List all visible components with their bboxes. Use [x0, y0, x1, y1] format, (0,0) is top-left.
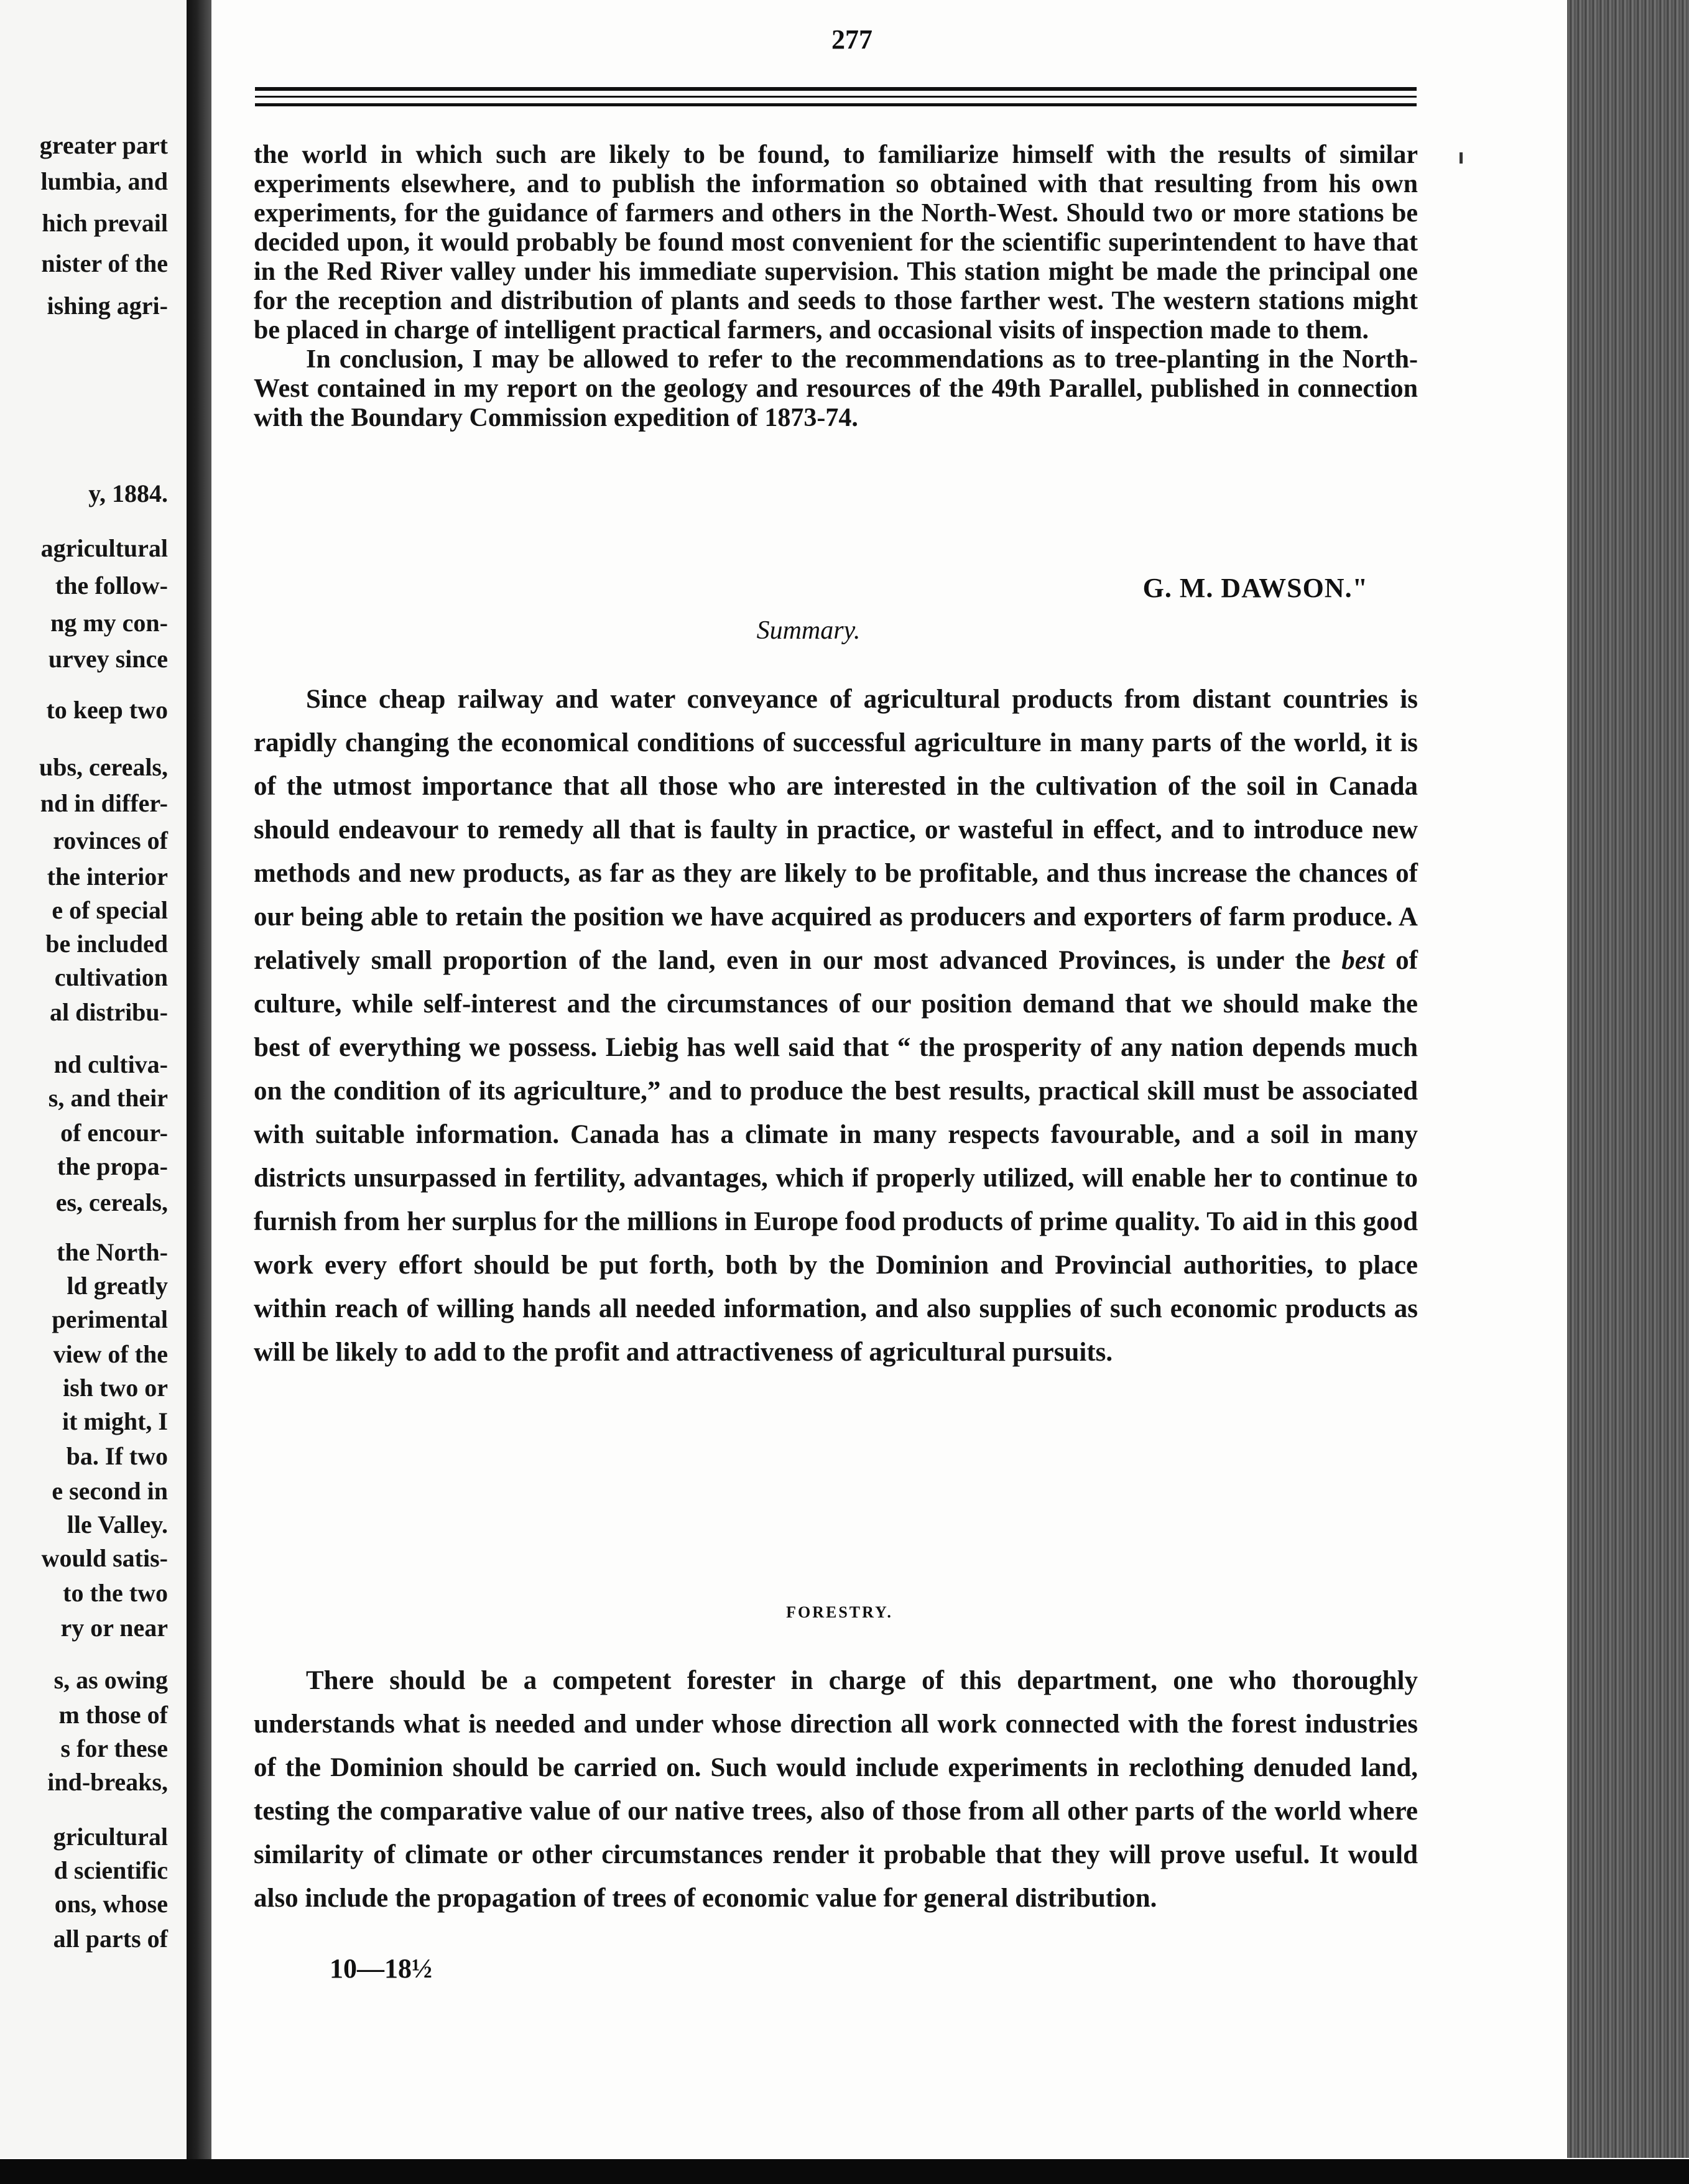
- left-page-line: d scientific: [53, 1856, 168, 1884]
- printer-signature-mark: 10—18½: [330, 1953, 432, 1984]
- left-page-line: the interior: [47, 863, 168, 891]
- letter-signature: G. M. DAWSON.": [1142, 573, 1368, 603]
- left-page-line: ry or near: [60, 1614, 168, 1642]
- left-page-line: es, cereals,: [55, 1188, 168, 1216]
- left-page-line: ld greatly: [67, 1272, 168, 1300]
- left-page-line: y, 1884.: [88, 479, 168, 507]
- left-page-line: it might, I: [62, 1407, 168, 1435]
- letter-paragraph-2: In conclusion, I may be allowed to refer to the recommendations as to tree-planting in the North-West contained in my report on the geology and resources of the 49th Parallel, published in connection with the Boundary Commission expedition of 1873-74.: [254, 345, 1418, 432]
- header-rule-thick: [255, 87, 1417, 91]
- left-page-line: ishing agri-: [47, 292, 168, 320]
- left-page-line: e of special: [52, 896, 168, 924]
- left-page-line: ubs, cereals,: [39, 753, 168, 781]
- summary-emphasis: best: [1341, 946, 1385, 975]
- left-page-line: view of the: [53, 1340, 168, 1368]
- left-page-line: s for these: [60, 1734, 168, 1762]
- letter-paragraph-1: the world in which such are likely to be found, to familiarize himself with the results of similar experiments elsewhere, and to publish the information so obtained with that resulting from his own experiments, for the guidance of farmers and others in the North-West. Should two or more stations be decided upon, it would probably be found most convenient for the scientific superintendent to have that in the Red River valley under his immediate supervision. This station might be made the principal one for the reception and distribution of plants and seeds to those farther west. The western stations might be placed in charge of intelligent practical farmers, and occasional visits of inspection made to them.: [254, 141, 1418, 345]
- left-page-line: lumbia, and: [40, 167, 168, 195]
- left-page-line: the follow-: [55, 571, 168, 599]
- left-page-line: e second in: [52, 1477, 168, 1505]
- left-page-line: greater part: [39, 131, 168, 159]
- left-page-line: be included: [45, 930, 168, 958]
- left-page-line: urvey since: [48, 645, 168, 673]
- summary-section: [254, 678, 1418, 1374]
- page-number: 277: [831, 24, 872, 55]
- summary-text-part-2: of culture, while self-interest and the circumstances of our position demand that we should make the best of everything we possess. Liebig has well said that “ the prosperity of any nation depends much on the condition of its agriculture,” and to produce the best results, practical skill must be associated with suitable information. Canada has a climate in many respects favourable, and a soil in many districts unsurpassed in fertility, advantages, which if properly utilized, will enable her to continue to furnish from her surplus for the millions in Europe food products of prime quality. To aid in this good work every effort should be put forth, both by the Dominion and Provincial authorities, to place within reach of willing hands all needed information, and also supplies of such economic products as will be likely to add to the profit and attractiveness of agricultural pursuits.: [254, 946, 1418, 1367]
- left-page-line: nister of the: [41, 249, 168, 277]
- left-page-line: all parts of: [53, 1925, 168, 1953]
- left-page-line: ba. If two: [66, 1442, 168, 1470]
- left-page-line: nd cultiva-: [53, 1050, 168, 1078]
- margin-mark: [1460, 152, 1463, 164]
- summary-heading: Summary.: [756, 616, 861, 645]
- left-page-line: m those of: [58, 1701, 168, 1729]
- left-page-line: ng my con-: [50, 609, 168, 637]
- forestry-paragraph: There should be a competent forester in charge of this department, one who thoroughly understands what is needed and under whose direction all work connected with the forest industries of the Dominion should be carried on. Such would include experiments in reclothing denuded land, testing the comparative value of our native trees, also of those from all other parts of the world where similarity of climate or other circumstances render it probable that they will prove useful. It would also include the propagation of trees of economic value for general distribution.: [254, 1666, 1418, 1913]
- header-rule-mid: [255, 96, 1417, 98]
- left-page-line: nd in differ-: [40, 789, 168, 817]
- left-page-line: ind-breaks,: [47, 1768, 168, 1796]
- left-page-line: s, as owing: [53, 1666, 168, 1694]
- left-page-line: would satis-: [41, 1544, 168, 1572]
- left-page-fragment: [0, 0, 187, 2158]
- header-rule-thin: [255, 103, 1417, 106]
- left-page-line: to the two: [63, 1579, 168, 1607]
- book-spine-shadow: [187, 0, 211, 2184]
- left-page-line: perimental: [52, 1305, 168, 1333]
- left-page-line: rovinces of: [53, 826, 168, 854]
- page-edges: [1567, 0, 1689, 2158]
- summary-text-part-1: Since cheap railway and water conveyance of agricultural products from distant countries is rapidly changing the economical conditions of successful agriculture in many parts of the world, it is of the utmost importance that all those who are interested in the cultivation of the soil in Canada should endeavour to remedy all that is faulty in practice, or wasteful in effect, and to introduce new methods and new products, as far as they are likely to be profitable, and thus increase the chances of our being able to retain the position we have acquired as producers and exporters of farm produce. A relatively small proportion of the land, even in our most advanced Provinces, is under the: [254, 685, 1418, 975]
- left-page-line: s, and their: [48, 1084, 168, 1112]
- forestry-heading: FORESTRY.: [786, 1603, 893, 1621]
- left-page-line: agricultural: [40, 534, 168, 562]
- left-page-line: to keep two: [46, 696, 168, 724]
- left-page-line: of encour-: [60, 1119, 168, 1147]
- letter-conclusion: [254, 141, 1418, 433]
- left-page-line: gricultural: [53, 1823, 168, 1851]
- left-page-line: ons, whose: [54, 1890, 168, 1918]
- left-page-line: the propa-: [57, 1152, 168, 1180]
- left-page-line: ish two or: [63, 1374, 168, 1402]
- forestry-section: [254, 1659, 1418, 1920]
- summary-paragraph: [254, 678, 1418, 1374]
- left-page-line: cultivation: [54, 963, 168, 991]
- left-page-line: hich prevail: [42, 209, 168, 237]
- left-page-line: the North-: [57, 1238, 168, 1266]
- left-page-line: lle Valley.: [67, 1511, 168, 1539]
- left-page-line: al distribu-: [49, 998, 168, 1026]
- scan-bottom-edge: [0, 2159, 1689, 2184]
